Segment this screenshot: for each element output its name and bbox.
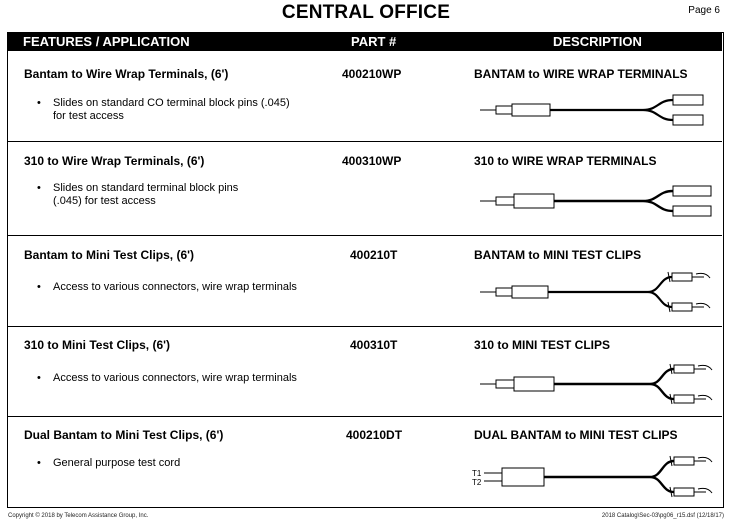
plug-label-t1: T1	[472, 469, 482, 478]
bullet-line: Access to various connectors, wire wrap terminals	[53, 372, 297, 384]
part-number: 400210DT	[346, 428, 403, 442]
header-features: FEATURES / APPLICATION	[23, 34, 190, 49]
bullet-dot: •	[37, 182, 41, 194]
description-title: BANTAM to MINI TEST CLIPS	[474, 248, 642, 262]
feature-title: Bantam to Mini Test Clips, (6')	[24, 248, 194, 262]
bullet-dot: •	[37, 372, 41, 384]
bullet-line: Slides on standard terminal block pins	[53, 182, 239, 194]
page-title: CENTRAL OFFICE	[281, 2, 451, 23]
table-row	[8, 51, 722, 142]
table-header	[8, 33, 722, 51]
table-row	[8, 141, 722, 236]
page-number: Page 6	[688, 5, 720, 16]
part-number: 400310WP	[342, 154, 402, 168]
part-number: 400210T	[350, 248, 398, 262]
description-title: DUAL BANTAM to MINI TEST CLIPS	[474, 428, 678, 442]
footer-file-ref: 2018 Catalog\Sec-03\pg06_r15.dsf (12/18/17)	[601, 513, 724, 519]
header-part: PART #	[351, 34, 397, 49]
feature-title: 310 to Wire Wrap Terminals, (6')	[24, 154, 205, 168]
table-row	[8, 326, 722, 417]
part-number: 400310T	[350, 338, 398, 352]
feature-title: 310 to Mini Test Clips, (6')	[24, 338, 170, 352]
description-title: 310 to MINI TEST CLIPS	[474, 338, 611, 352]
dual-bantam-mini-clips-cord-illustration	[468, 450, 718, 500]
description-title: BANTAM to WIRE WRAP TERMINALS	[474, 67, 688, 81]
bullet-line: Slides on standard CO terminal block pins (.045)	[53, 97, 290, 109]
bantam-mini-clips-cord-illustration	[468, 269, 718, 315]
bullet-line: General purpose test cord	[53, 457, 181, 469]
bullet-dot: •	[37, 281, 41, 293]
description-title: 310 to WIRE WRAP TERMINALS	[474, 154, 657, 168]
bullet-line: Access to various connectors, wire wrap terminals	[53, 281, 297, 293]
310-wire-wrap-cord-illustration	[468, 179, 718, 223]
feature-title: Dual Bantam to Mini Test Clips, (6')	[24, 428, 224, 442]
bullet-line: (.045) for test access	[53, 195, 156, 207]
part-number: 400210WP	[342, 67, 402, 81]
plug-label-t2: T2	[472, 478, 482, 487]
table-row	[8, 416, 722, 506]
bullet-dot: •	[37, 457, 41, 469]
table-row	[8, 235, 722, 327]
footer-copyright: Copyright © 2018 by Telecom Assistance Group, Inc.	[8, 513, 149, 519]
bantam-wire-wrap-cord-illustration	[468, 89, 718, 131]
product-table	[7, 32, 724, 508]
header-description: DESCRIPTION	[553, 34, 642, 49]
bullet-line: for test access	[53, 110, 124, 122]
310-mini-clips-cord-illustration	[468, 360, 718, 408]
feature-title: Bantam to Wire Wrap Terminals, (6')	[24, 67, 229, 81]
bullet-dot: •	[37, 97, 41, 109]
